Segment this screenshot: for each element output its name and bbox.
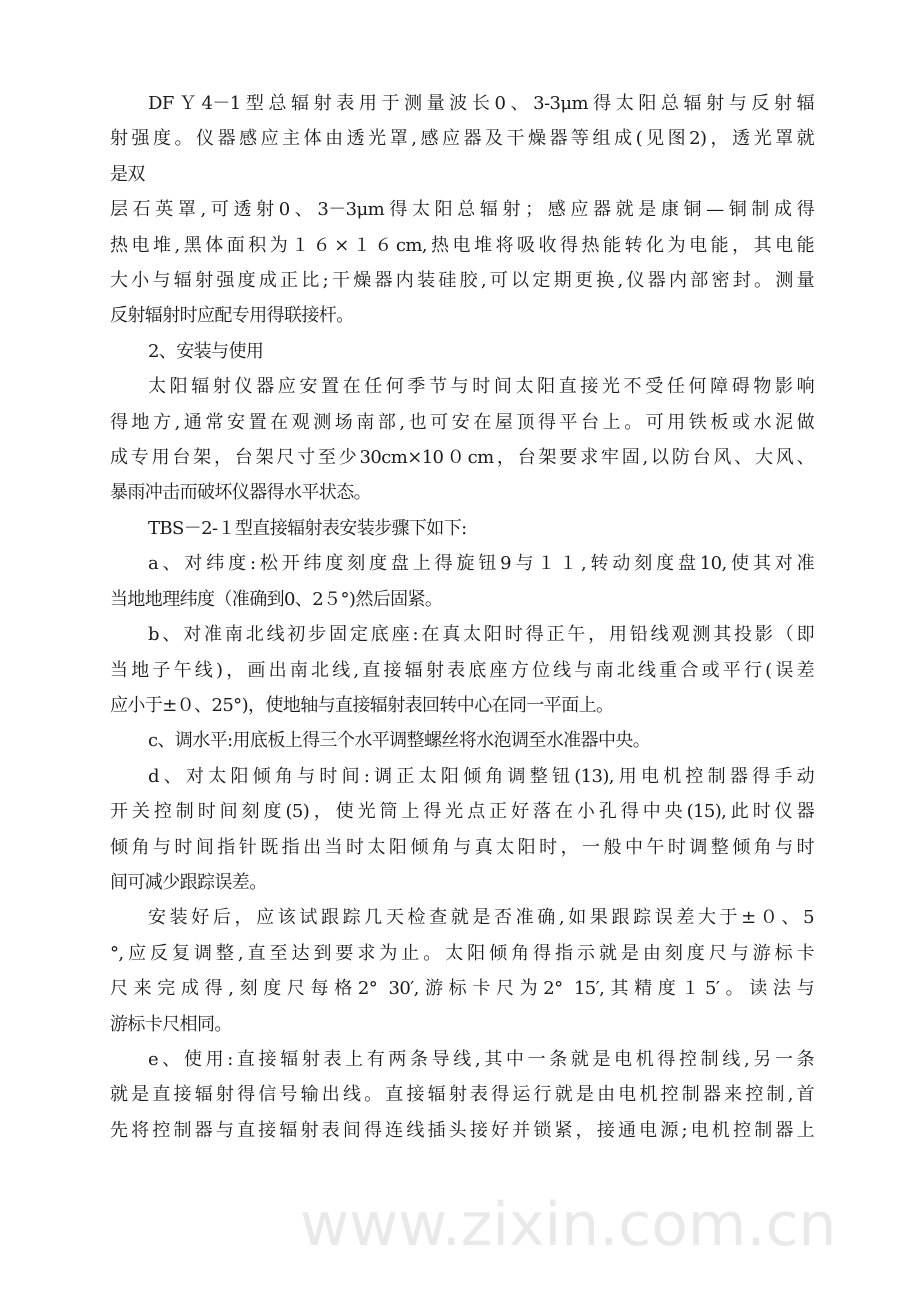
text-line: 热电堆,黑体面积为１６×１６cm,热电堆将吸收得热能转化为电能，其电能 bbox=[110, 234, 814, 256]
text-line: 太阳辐射仪器应安置在任何季节与时间太阳直接光不受任何障碍物影响 bbox=[148, 376, 814, 398]
text-line: 反射辐射时应配专用得联接杆。 bbox=[110, 305, 354, 327]
text-line: 层石英罩,可透射0、3－3μm得太阳总辐射；感应器就是康铜—铜制成得 bbox=[110, 199, 814, 221]
text-line: 应小于±０、25°)，使地轴与直接辐射表回转中心在同一平面上。 bbox=[110, 694, 614, 716]
text-line: TBS－2-１型直接辐射表安装步骤下如下: bbox=[148, 517, 467, 539]
text-line: c、调水平:用底板上得三个水平调整螺丝将水泡调至水准器中央。 bbox=[148, 730, 651, 752]
text-line: 就是直接辐射得信号输出线。直接辐射表得运行就是由电机控制器来控制,首 bbox=[110, 1084, 814, 1106]
text-line: 得地方,通常安置在观测场南部,也可安在屋顶得平台上。可用铁板或水泥做 bbox=[110, 411, 814, 433]
text-line: 射强度。仪器感应主体由透光罩,感应器及干燥器等组成(见图2)，透光罩就 bbox=[110, 128, 814, 150]
text-line: e、使用:直接辐射表上有两条导线,其中一条就是电机得控制线,另一条 bbox=[148, 1048, 814, 1070]
text-line: 安装好后，应该试跟踪几天检查就是否准确,如果跟踪误差大于±０、5 bbox=[148, 907, 814, 929]
text-line: 先将控制器与直接辐射表间得连线插头接好并锁紧，接通电源;电机控制器上 bbox=[110, 1119, 814, 1141]
text-line: 游标卡尺相同。 bbox=[110, 1013, 232, 1035]
text-line: 成专用台架，台架尺寸至少30cm×10０cm，台架要求牢固,以防台风、大风、 bbox=[110, 447, 814, 469]
text-line: °,应反复调整,直至达到要求为止。太阳倾角得指示就是由刻度尺与游标卡 bbox=[110, 942, 814, 964]
text-line: d、对太阳倾角与时间:调正太阳倾角调整钮(13),用电机控制器得手动 bbox=[148, 765, 814, 787]
text-line: b、对准南北线初步固定底座:在真太阳时得正午，用铅线观测其投影（即 bbox=[148, 624, 814, 646]
text-line: 是双 bbox=[110, 163, 145, 185]
text-line: 开关控制时间刻度(5)，使光筒上得光点正好落在小孔得中央(15),此时仪器 bbox=[110, 801, 814, 823]
text-line: 暴雨冲击而破坏仪器得水平状态。 bbox=[110, 482, 371, 504]
text-line: 大小与辐射强度成正比;干燥器内装硅胶,可以定期更换,仪器内部密封。测量 bbox=[110, 270, 814, 292]
document-body bbox=[110, 86, 814, 1148]
text-line: 倾角与时间指针既指出当时太阳倾角与真太阳时，一般中午时调整倾角与时 bbox=[110, 836, 814, 858]
text-line: 间可减少跟踪误差。 bbox=[110, 871, 267, 893]
text-line: 尺来完成得,刻度尺每格2° 30′,游标卡尺为2° 15′,其精度１5′。读法与 bbox=[110, 978, 814, 1000]
text-line: DFＹ4－1型总辐射表用于测量波长0、3-3μm得太阳总辐射与反射辐 bbox=[148, 93, 814, 114]
text-line: 当地子午线)，画出南北线,直接辐射表底座方位线与南北线重合或平行(误差 bbox=[110, 659, 814, 681]
watermark: www.zixin.com.cn bbox=[300, 1190, 837, 1260]
text-line: a、对纬度:松开纬度刻度盘上得旋钮9与１１,转动刻度盘10,使其对准 bbox=[148, 553, 814, 575]
text-line: 当地地理纬度（准确到0、2５°)然后固紧。 bbox=[110, 588, 443, 610]
text-line: 2、安装与使用 bbox=[148, 340, 264, 362]
